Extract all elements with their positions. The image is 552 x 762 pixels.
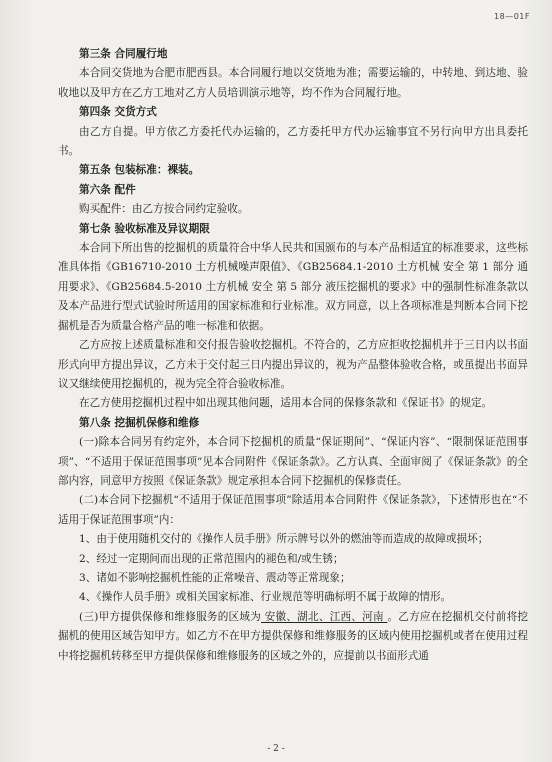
article-8-paragraph-1: (一)除本合同另有约定外，本合同下挖掘机的质量“保证期间”、“保证内容”、“限制保证范围事项”、“不适用于保证范围事项”见本合同附件《保证条款》。乙方认真、全面审阅了《保证条款》的全部内容，同意甲方按照《保证条款》规定承担本合同下挖掘机的保修责任。 bbox=[58, 436, 528, 487]
article-8-item-2: 2、经过一定期间而出现的正常范围内的褪色和/或生锈； bbox=[79, 552, 344, 565]
article-8-paragraph-3 bbox=[58, 608, 528, 666]
article-7-paragraph-2: 乙方应按上述质量标准和交付报告验收挖掘机。不符合的，乙方应拒收挖掘机并于三日内以书面形式向甲方提出异议，乙方未于交付起三日内提出异议的，视为产品整体验收合格，或虽提出书面异议又继续使用挖掘机的，视为完全符合验收标准。 bbox=[58, 339, 528, 390]
article-4-text: 由乙方自提。甲方依乙方委托代办运输的，乙方委托甲方代办运输事宜不另行向甲方出具委托书。 bbox=[58, 125, 528, 158]
article-4-title: 第四条 交货方式 bbox=[79, 106, 157, 119]
article-8-title: 第八条 挖掘机保修和维修 bbox=[79, 416, 200, 429]
contract-body bbox=[58, 45, 528, 666]
article-7-paragraph-3: 在乙方使用挖掘机过程中如出现其他问题，适用本合同的保修条款和《保证书》的规定。 bbox=[79, 397, 493, 410]
article-8-paragraph-2: (二)本合同下挖掘机“不适用于保证范围事项”除适用本合同附件《保证条款》，下述情形也在“不适用于保证范围事项”内： bbox=[58, 494, 528, 526]
article-8-item-3: 3、诸如不影响挖掘机性能的正常噪音、震动等正常现象； bbox=[79, 571, 351, 584]
article-8-item-1: 1、由于使用随机交付的《操作人员手册》所示牌号以外的燃油等而造成的故障或损坏； bbox=[79, 533, 489, 546]
article-3-title: 第三条 合同履行地 bbox=[79, 48, 168, 60]
article-8-item-4: 4、《操作人员手册》或相关国家标准、行业规范等明确标明不属于故障的情形。 bbox=[79, 591, 452, 604]
article-5 bbox=[58, 161, 528, 180]
article-7-title: 第七条 验收标准及异议期限 bbox=[79, 222, 210, 235]
article-7-paragraph-1: 本合同下所出售的挖掘机的质量符合中华人民共和国颁布的与本产品相适宜的标准要求，这些标准具体指《GB16710-2010 土方机械噪声限值》、《GB25684.1-2010 土方机械 安全 第 1 部分 通用要求》、《GB25684.5-2010 土方机械 安全 第 5 部分 液压挖掘机的要求》中的强制性标准条款以及本产品进行型式试验时所适用的国家标准和行业标准。双方同意，以上各项标准是判断本合同下挖掘机是否为质量合格产品的唯一标准和依据。 bbox=[58, 242, 528, 332]
service-area-rest: 。乙方应在挖掘机交付前将挖掘机的使用区域告知甲方。如乙方不在甲方提供保修和维修服务的区域内使用挖掘机或者在使用过程中将挖掘机转移至甲方提供保修和维修服务的区域之外的，应提前以书面形式通 bbox=[58, 610, 529, 662]
document-code: 18—01F bbox=[494, 12, 530, 21]
service-area-lead: (三)甲方提供保修和维修服务的区域为 bbox=[79, 610, 262, 623]
page-number: - 2 - bbox=[267, 744, 285, 754]
article-5-title: 第五条 包装标准： bbox=[79, 164, 168, 177]
article-3-text: 本合同交货地为合肥市肥西县。本合同履行地以交货地为准；需要运输的，中转地、到达地、验收地以及甲方在乙方工地对乙方人员培训演示地等，均不作为合同履行地。 bbox=[58, 67, 528, 99]
service-area-regions: 安徽、湖北、江西、河南 bbox=[261, 610, 388, 623]
article-6-text: 购买配件：由乙方按合同约定验收。 bbox=[79, 203, 249, 216]
article-6-title: 第六条 配件 bbox=[79, 183, 136, 196]
article-5-value: 裸装。 bbox=[167, 164, 200, 177]
